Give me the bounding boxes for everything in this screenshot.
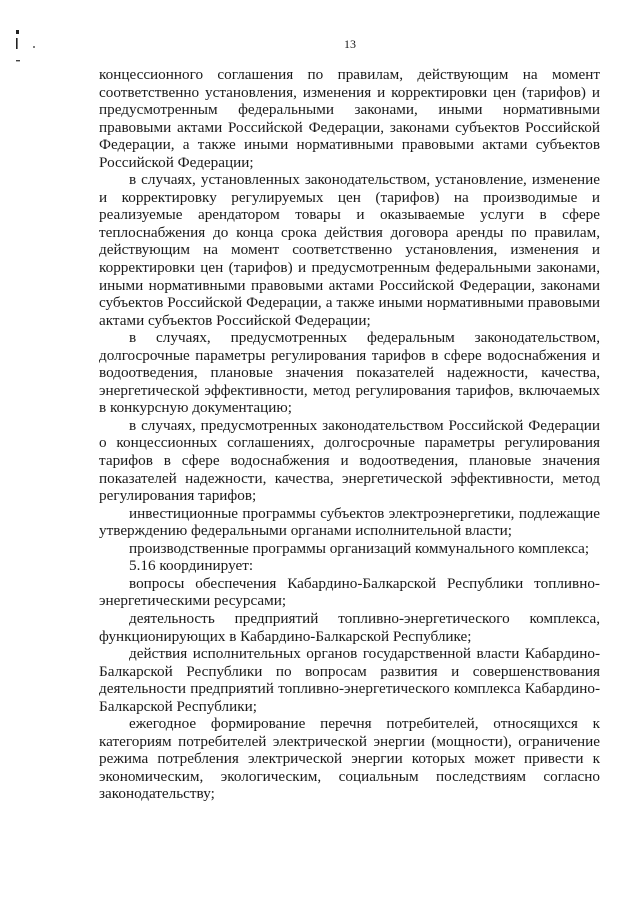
paragraph: инвестиционные программы субъектов электроэнергетики, подлежащие утверждению федеральными органами исполнительной власти;: [99, 504, 600, 540]
paragraph: деятельность предприятий топливно-энергетического комплекса, функционирующих в Кабардино-Балкарской Республике;: [99, 609, 600, 645]
paragraph: производственные программы организаций коммунального комплекса;: [129, 539, 590, 557]
scan-mark: [16, 60, 20, 61]
document-body: [99, 66, 600, 803]
paragraph: в случаях, предусмотренных федеральным законодательством, долгосрочные параметры регулирования тарифов в сфере водоснабжения и водоотведения, плановые значения показателей надежности, качества, энергетической эффективности, метод регулирования тарифов, включаемых в конкурсную документацию;: [99, 329, 600, 417]
paragraph: ежегодное формирование перечня потребителей, относящихся к категориям потребителей электрической энергии (мощности), ограничение режима потребления электрической энергии которых может привести к экономическим, экологическим, социальным последствиям согласно законодательству;: [99, 715, 600, 803]
page-number: 13: [344, 37, 356, 51]
paragraph: концессионного соглашения по правилам, действующим на момент соответственно установления, изменения и корректировки цен (тарифов) и предусмотренным федеральными законами, иными нормативными правовыми актами Российской Федерации, законами субъектов Российской Федерации, а также иными нормативными правовыми актами субъектов Российской Федерации;: [99, 66, 600, 171]
scan-mark: [16, 30, 19, 34]
paragraph: в случаях, установленных законодательством, установление, изменение и корректировку регулируемых цен (тарифов) на производимые и реализуемые арендатором товары и оказываемые услуги в сфере теплоснабжения до конца срока действия договора аренды по правилам, действующим на момент соответственно установления, изменения и корректировки цен (тарифов) и предусмотренным федеральными законами, иными нормативными правовыми актами Российской Федерации, законами субъектов Российской Федерации, а также иными нормативными правовыми актами субъектов Российской Федерации;: [99, 171, 600, 329]
paragraph: действия исполнительных органов государственной власти Кабардино-Балкарской Республики по вопросам развития и совершенствования деятельности предприятий топливно-энергетического комплекса Кабардино-Балкарской Республики;: [99, 645, 600, 715]
paragraph: вопросы обеспечения Кабардино-Балкарской Республики топливно-энергетическими ресурсами;: [99, 574, 600, 610]
paragraph: в случаях, предусмотренных законодательством Российской Федерации о концессионных соглашениях, долгосрочные параметры регулирования тарифов в сфере водоснабжения и водоотведения, плановые значения показателей надежности, качества, энергетической эффективности, метод регулирования тарифов;: [99, 416, 600, 505]
section-heading: 5.16 координирует:: [129, 557, 254, 575]
